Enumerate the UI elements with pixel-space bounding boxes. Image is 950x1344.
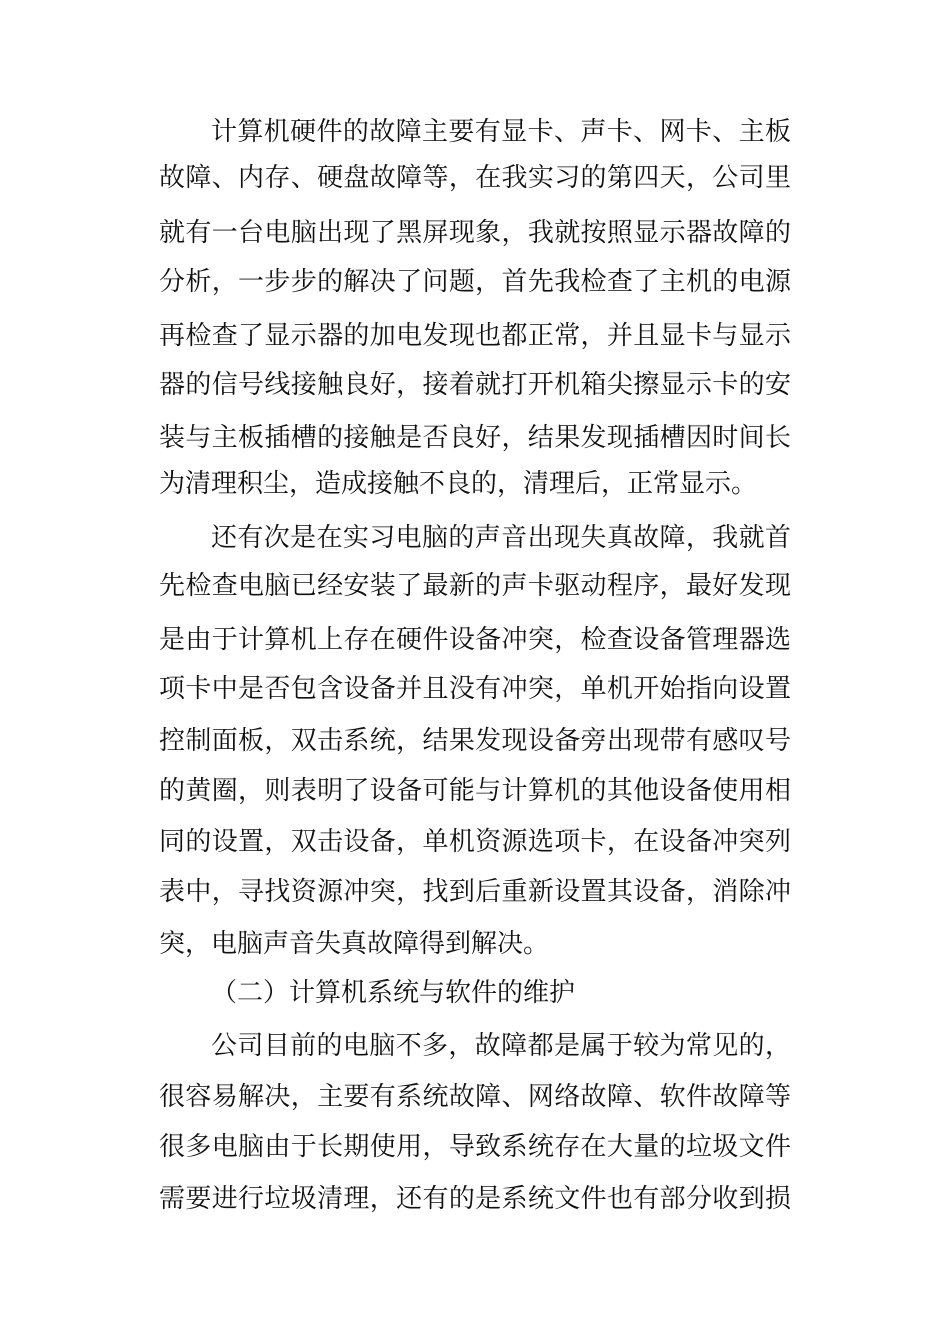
text-line: 很多电脑由于长期使用，导致系统存在大量的垃圾文件 (159, 1132, 791, 1162)
text-line: 故障、内存、硬盘故障等，在我实习的第四天，公司里 (159, 163, 791, 193)
text-line: 器的信号线接触良好，接着就打开机箱尖擦显示卡的安 (159, 370, 791, 400)
section-heading: （二）计算机系统与软件的维护 (211, 978, 576, 1008)
text-line: 是由于计算机上存在硬件设备冲突，检查设备管理器选 (159, 625, 791, 655)
text-line: 公司目前的电脑不多，故障都是属于较为常见的， (211, 1031, 791, 1061)
text-line: 突，电脑声音失真故障得到解决。 (159, 929, 550, 959)
text-line: 分析，一步步的解决了问题，首先我检查了主机的电源 (159, 267, 791, 297)
text-line: 还有次是在实习电脑的声音出现失真故障，我就首 (211, 523, 791, 553)
text-line: 控制面板，双击系统，结果发现设备旁出现带有感叹号 (159, 726, 791, 756)
text-line: 项卡中是否包含设备并且没有冲突，单机开始指向设置 (159, 674, 791, 704)
text-line: 表中，寻找资源冲突，找到后重新设置其设备，消除冲 (159, 877, 791, 907)
text-line: 很容易解决，主要有系统故障、网络故障、软件故障等 (159, 1082, 791, 1112)
text-line: 再检查了显示器的加电发现也都正常，并且显卡与显示 (159, 321, 791, 351)
text-line: 就有一台电脑出现了黑屏现象，我就按照显示器故障的 (159, 218, 791, 248)
text-line: 需要进行垃圾清理，还有的是系统文件也有部分收到损 (159, 1184, 791, 1214)
text-line: 为清理积尘，造成接触不良的，清理后，正常显示。 (159, 469, 758, 499)
text-line: 的黄圈，则表明了设备可能与计算机的其他设备使用相 (159, 776, 791, 806)
text-line: 计算机硬件的故障主要有显卡、声卡、网卡、主板 (211, 117, 791, 147)
text-line: 装与主板插槽的接触是否良好，结果发现插槽因时间长 (159, 423, 791, 453)
text-line: 先检查电脑已经安装了最新的声卡驱动程序，最好发现 (159, 571, 791, 601)
text-line: 同的设置，双击设备，单机资源选项卡，在设备冲突列 (159, 827, 791, 857)
